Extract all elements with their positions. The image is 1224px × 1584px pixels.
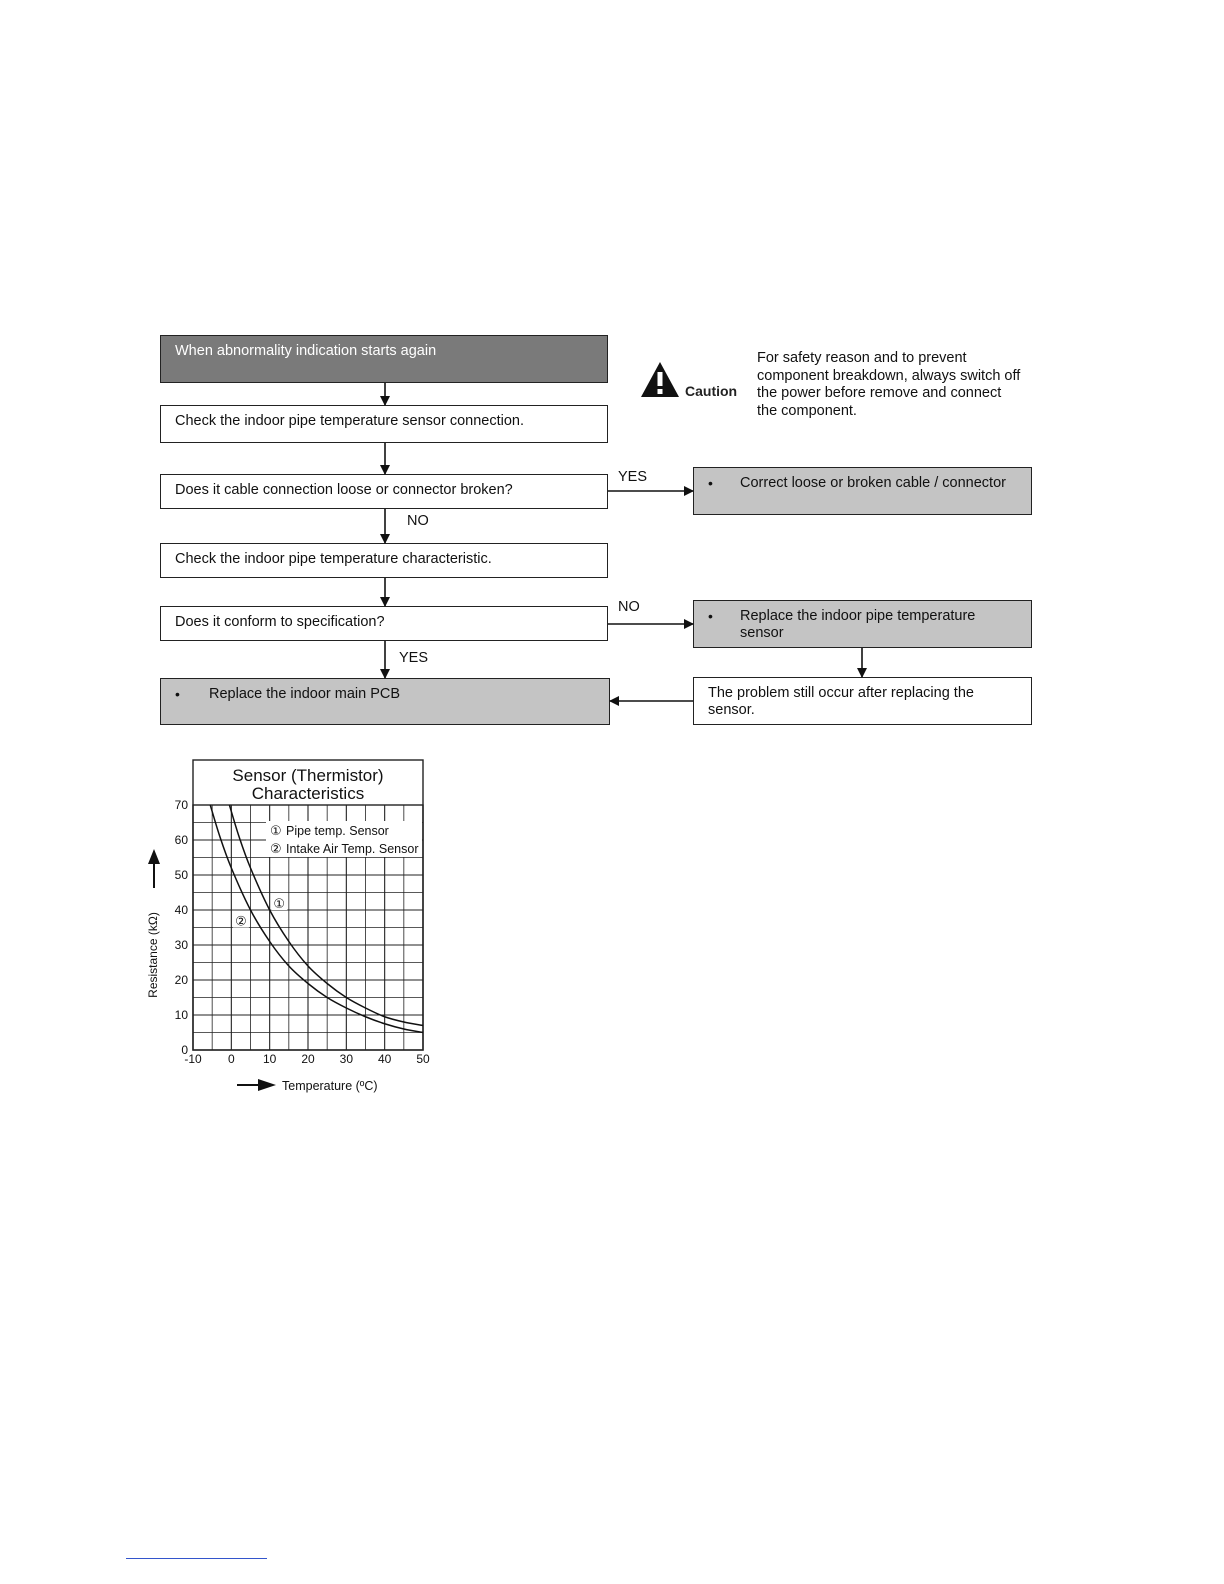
replace-pcb-action-text: Replace the indoor main PCB	[209, 686, 401, 702]
legend-marker: ②	[270, 842, 282, 857]
legend-entry: Intake Air Temp. Sensor	[286, 842, 419, 856]
x-tick-label: 10	[262, 1052, 277, 1066]
series-annotation: ②	[235, 914, 247, 930]
x-axis-label: Temperature (ºC)	[282, 1079, 378, 1093]
problem-persists-text: The problem still occur after replacing the sensor.	[708, 685, 974, 718]
series-annotation: ①	[273, 897, 286, 912]
yes-label-q2: YES	[399, 650, 429, 666]
spec-question-text: Does it conform to specification?	[175, 614, 385, 630]
no-label-q2: NO	[618, 599, 640, 615]
x-tick-label: 30	[339, 1052, 354, 1066]
up-arrow-icon	[148, 849, 160, 864]
bullet-icon: •	[708, 475, 713, 491]
y-tick-label: 40	[174, 903, 188, 917]
check-connection-text: Check the indoor pipe temperature sensor connection.	[175, 413, 525, 429]
chart-title-line-2: Characteristics	[251, 784, 365, 803]
x-tick-label: 50	[416, 1052, 430, 1066]
caution-label: Caution	[685, 383, 738, 399]
cable-question-text: Does it cable connection loose or connector broken?	[175, 482, 513, 498]
y-tick-label: 70	[174, 798, 188, 812]
y-tick-label: 30	[174, 938, 188, 952]
replace-sensor-action-text: Replace the indoor pipe temperature sensor	[740, 608, 976, 641]
caution-text: For safety reason and to prevent component breakdown, always switch off the power before remove and connect the component.	[757, 350, 1021, 419]
no-label-q1: NO	[407, 513, 429, 529]
yes-label-q1: YES	[618, 469, 648, 485]
correct-cable-action-text: Correct loose or broken cable / connector	[740, 475, 1006, 491]
y-tick-label: 60	[174, 833, 188, 847]
x-tick-label: 20	[301, 1052, 315, 1066]
footer-rule	[126, 1558, 267, 1559]
y-tick-label: 10	[174, 1008, 188, 1022]
right-arrow-icon	[258, 1079, 276, 1091]
chart-title-line-1: Sensor (Thermistor)	[232, 766, 384, 785]
bullet-icon: •	[175, 686, 180, 702]
x-tick-label: 40	[377, 1052, 392, 1066]
legend-entry: Pipe temp. Sensor	[286, 824, 389, 838]
y-tick-label: 0	[181, 1043, 188, 1057]
start-text: When abnormality indication starts again	[175, 343, 437, 359]
x-tick-label: -10	[184, 1052, 202, 1066]
y-tick-label: 20	[174, 973, 188, 987]
check-characteristic-text: Check the indoor pipe temperature characteristic.	[175, 551, 492, 567]
y-tick-label: 50	[174, 868, 188, 882]
y-axis-label: Resistance (kΩ)	[146, 912, 160, 998]
bullet-icon: •	[708, 608, 713, 624]
x-tick-label: 0	[227, 1052, 235, 1066]
legend-marker: ①	[270, 824, 282, 839]
